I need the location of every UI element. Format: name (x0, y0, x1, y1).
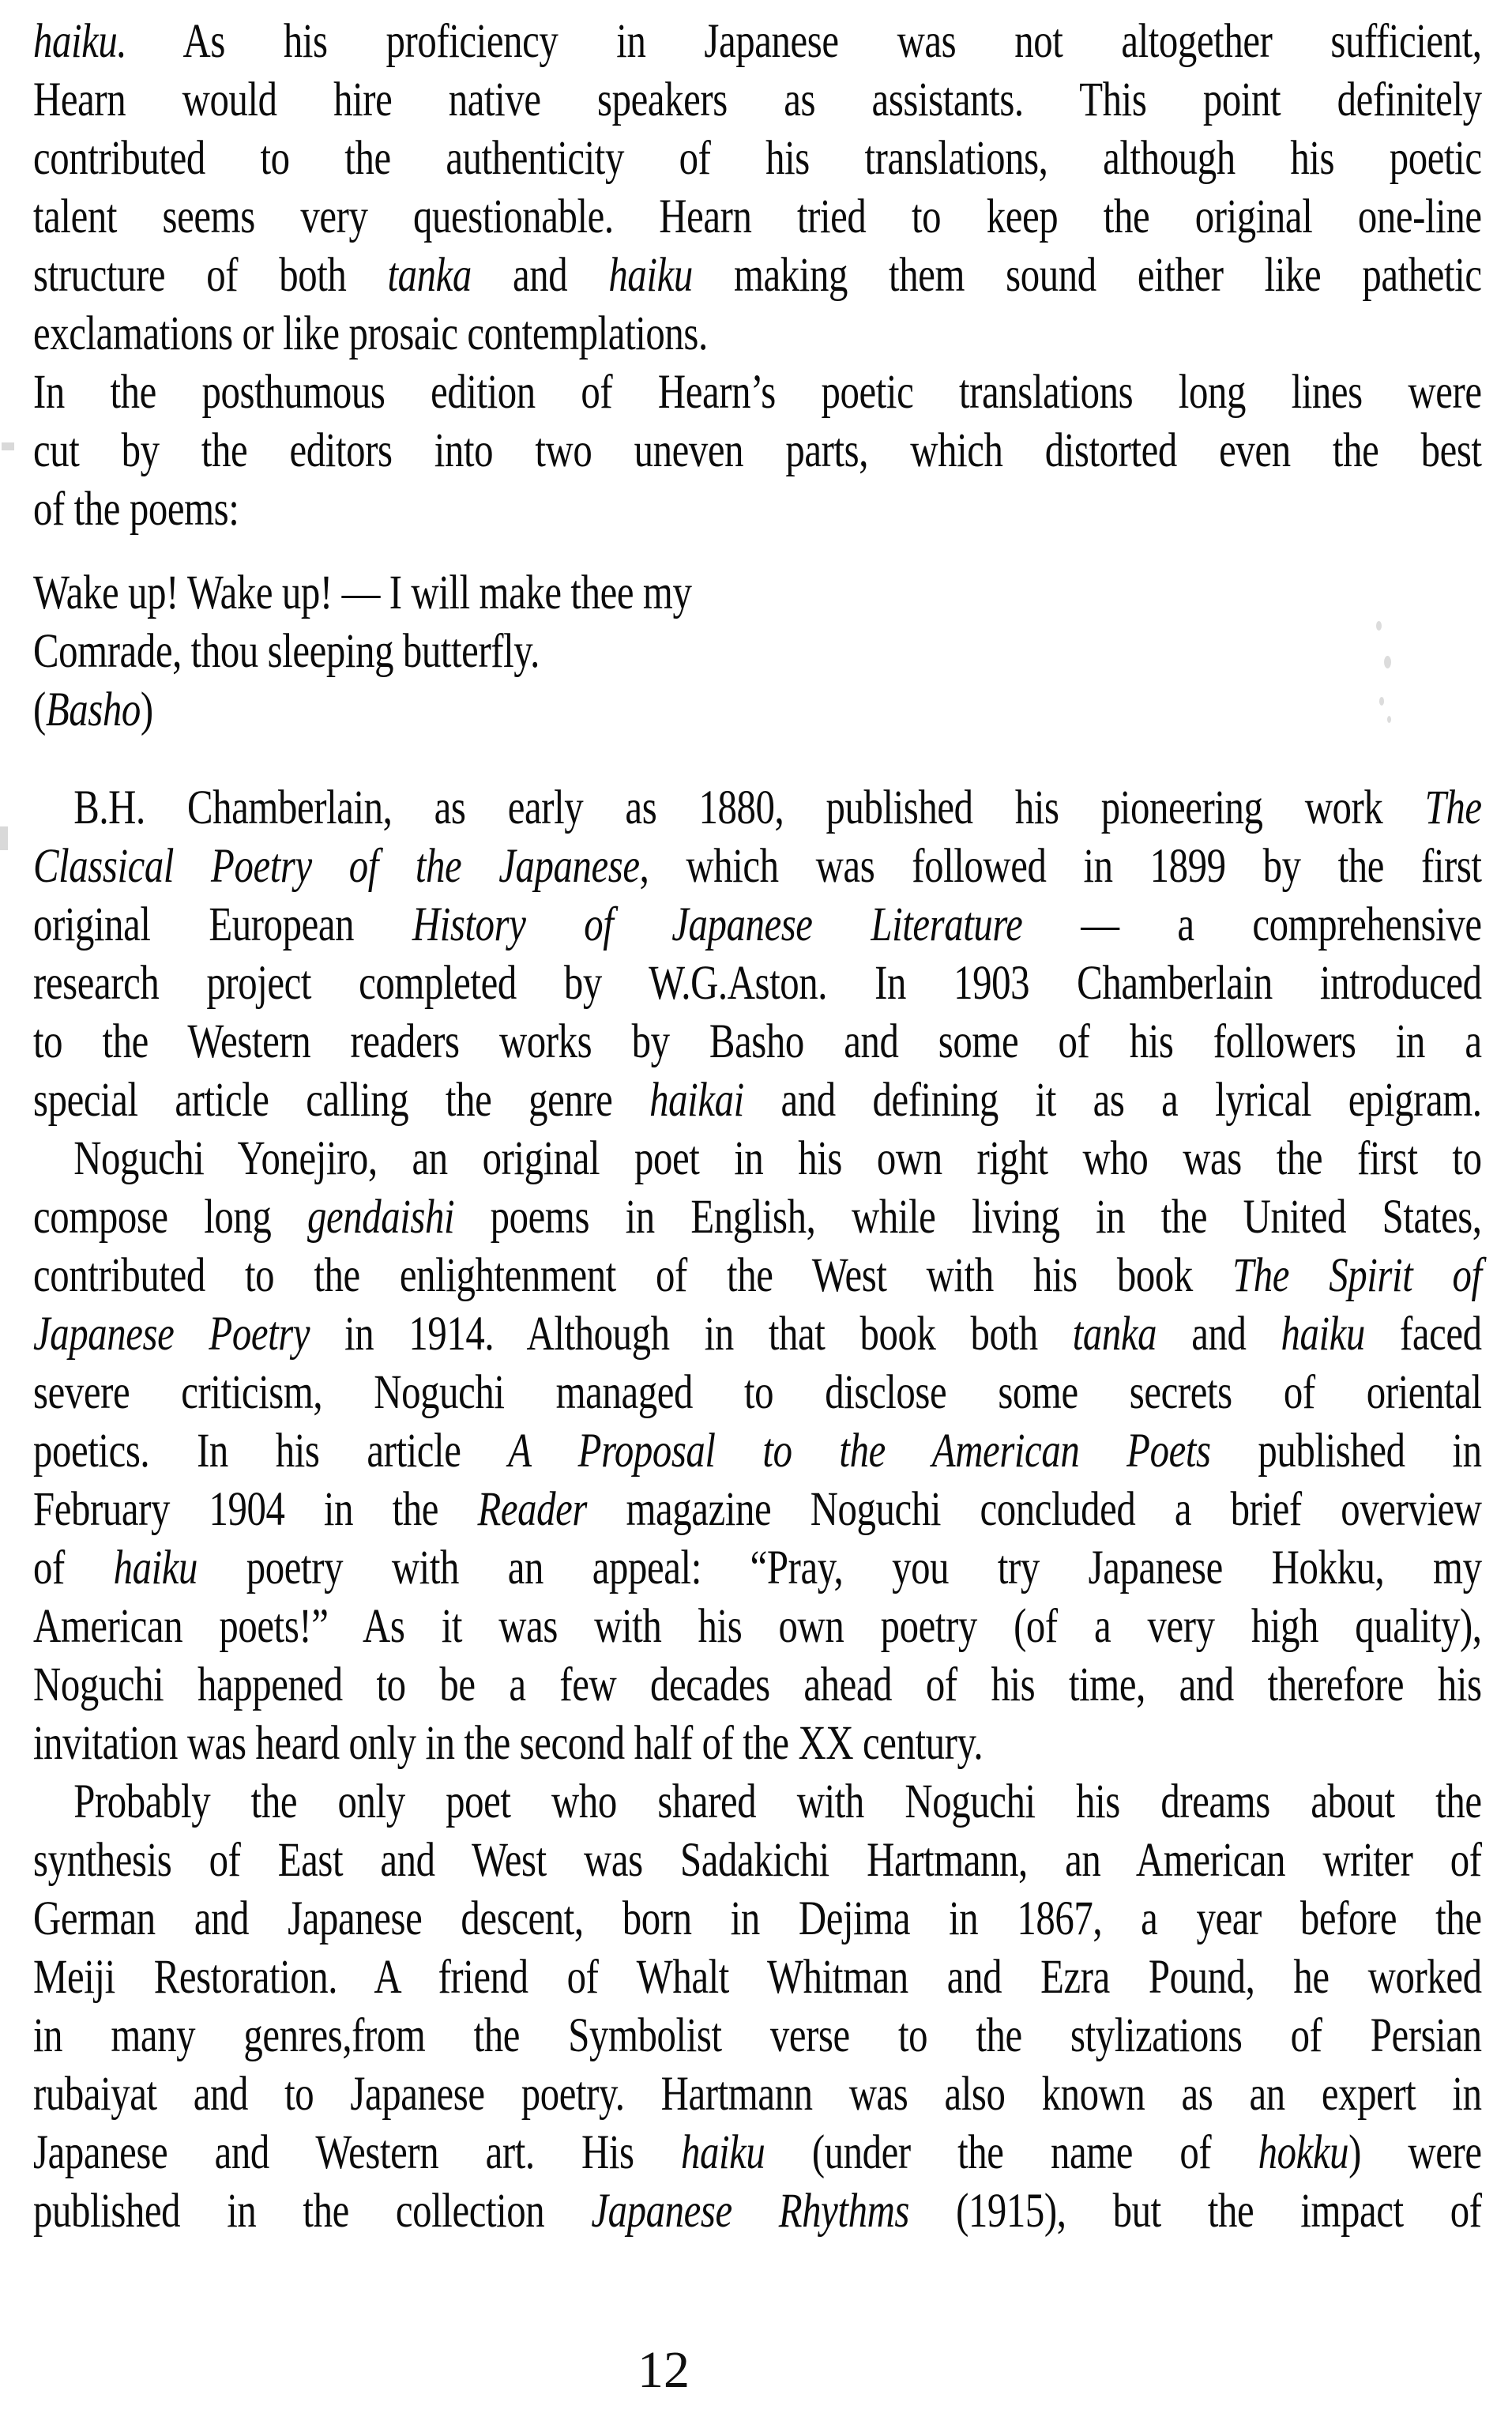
text-line (33, 1539, 1482, 1598)
italic-text: History of Japanese Literature (412, 898, 1023, 951)
text-segment: severe criticism, Noguchi managed to disclose some secrets of oriental (33, 1366, 1482, 1419)
text-segment: Comrade, thou sleeping butterfly. (33, 625, 540, 678)
text-segment: of the poems: (33, 483, 239, 536)
text-segment: (1915), but the impact of (909, 2185, 1482, 2238)
text-segment: synthesis of East and West was Sadakichi Hartmann, an American writer of (33, 1834, 1482, 1887)
text-segment: ) were (1348, 2126, 1482, 2179)
italic-text: Reader (477, 1483, 587, 1536)
text-line (33, 130, 1482, 188)
text-segment: ( (33, 683, 46, 736)
scan-artifact (2, 442, 14, 450)
text-line (33, 954, 1482, 1013)
text-line (33, 2007, 1482, 2065)
text-line (33, 838, 1482, 896)
text-line (33, 1773, 1482, 1832)
italic-text: The (1424, 781, 1482, 834)
text-line (33, 1130, 1482, 1188)
text-segment: , which was followed in 1899 by the first (639, 840, 1482, 893)
text-line (33, 623, 1482, 681)
italic-text: tanka (387, 249, 472, 302)
text-segment: Meiji Restoration. A friend of Whalt Whitman and Ezra Pound, he worked (33, 1951, 1482, 2004)
scan-artifact (0, 826, 8, 850)
text-segment: in 1914. Although in that book both (310, 1308, 1073, 1361)
italic-text: haiku (1281, 1308, 1365, 1361)
text-line (33, 71, 1482, 130)
page-number: 12 (638, 2341, 690, 2399)
italic-text: haiku. (33, 15, 127, 68)
text-segment: (under the name of (765, 2126, 1258, 2179)
text-segment: published in the collection (33, 2185, 592, 2238)
text-line (33, 13, 1482, 71)
text-segment: compose long (33, 1191, 307, 1244)
text-segment: — a comprehensive (1022, 898, 1482, 951)
text-segment: Probably the only poet who shared with Noguchi his dreams about the (73, 1775, 1482, 1828)
text-line (33, 422, 1482, 480)
text-segment: special article calling the genre (33, 1074, 650, 1127)
text-line (33, 1364, 1482, 1422)
text-segment: faced (1364, 1308, 1482, 1361)
text-line (33, 681, 1482, 740)
text-segment: poetics. In his article (33, 1425, 509, 1478)
text-segment: Hearn would hire native speakers as assistants. This point definitely (33, 73, 1482, 126)
text-segment: exclamations or like prosaic contemplations. (33, 307, 708, 360)
text-line (33, 188, 1482, 247)
text-segment: cut by the editors into two uneven parts, which distorted even the best (33, 424, 1482, 477)
text-line (33, 305, 1482, 363)
text-line (33, 2124, 1482, 2182)
text-line (33, 1598, 1482, 1656)
italic-text: A Proposal to the American Poets (508, 1425, 1211, 1478)
text-segment: ) (140, 683, 153, 736)
paragraph (33, 779, 1482, 1130)
text-line (33, 1247, 1482, 1305)
text-line (33, 2065, 1482, 2124)
text-segment: February 1904 in the (33, 1483, 478, 1536)
italic-text: hokku (1258, 2126, 1349, 2179)
text-segment: and (471, 249, 609, 302)
text-segment: research project completed by W.G.Aston. In 1903 Chamberlain introduced (33, 957, 1482, 1010)
text-segment: to the Western readers works by Basho and some of his followers in a (33, 1015, 1482, 1068)
italic-text: haiku (608, 249, 693, 302)
text-line (33, 896, 1482, 954)
text-line (33, 779, 1482, 838)
text-line (33, 1305, 1482, 1364)
text-segment: poems in English, while living in the United States, (454, 1191, 1482, 1244)
italic-text: Japanese Rhythms (591, 2185, 910, 2238)
text-line (33, 564, 1482, 623)
text-segment: magazine Noguchi concluded a brief overview (587, 1483, 1482, 1536)
text-segment: published in (1210, 1425, 1482, 1478)
text-segment: rubaiyat and to Japanese poetry. Hartmann was also known as an expert in (33, 2068, 1482, 2121)
text-line (33, 1890, 1482, 1948)
text-segment: contributed to the enlightenment of the West with his book (33, 1249, 1233, 1302)
text-segment: and defining it as a lyrical epigram. (743, 1074, 1482, 1127)
page-text (33, 13, 1482, 2241)
text-line (33, 1481, 1482, 1539)
text-line (33, 1071, 1482, 1130)
italic-text: tanka (1072, 1308, 1157, 1361)
italic-text: gendaishi (307, 1191, 455, 1244)
italic-text: Basho (45, 683, 141, 736)
italic-text: haiku (113, 1542, 198, 1594)
italic-text: Japanese Poetry (33, 1308, 310, 1361)
text-line (33, 1715, 1482, 1773)
scan-artifact (1387, 716, 1391, 723)
italic-text: haikai (649, 1074, 744, 1127)
scan-artifact (1379, 697, 1384, 706)
text-line (33, 1188, 1482, 1247)
paragraph (33, 363, 1482, 539)
text-segment: invitation was heard only in the second half of the XX century. (33, 1717, 984, 1770)
scan-artifact (1384, 656, 1391, 668)
paragraph (33, 1130, 1482, 1773)
paragraph (33, 13, 1482, 363)
scan-artifact (1376, 621, 1382, 631)
text-segment: As his proficiency in Japanese was not altogether sufficient, (126, 15, 1482, 68)
text-line (33, 1656, 1482, 1715)
text-segment: original European (33, 898, 412, 951)
poem-block (33, 564, 1482, 740)
text-segment: poetry with an appeal: “Pray, you try Japanese Hokku, my (197, 1542, 1482, 1594)
text-line (33, 1422, 1482, 1481)
text-segment: talent seems very questionable. Hearn tried to keep the original one-line (33, 190, 1482, 243)
text-segment: of (33, 1542, 114, 1594)
text-segment: making them sound either like pathetic (692, 249, 1482, 302)
text-line (33, 247, 1482, 305)
text-segment: structure of both (33, 249, 388, 302)
text-segment: in many genres,from the Symbolist verse to the stylizations of Persian (33, 2009, 1482, 2062)
text-line (33, 2182, 1482, 2241)
text-segment: B.H. Chamberlain, as early as 1880, published his pioneering work (73, 781, 1425, 834)
text-line (33, 1832, 1482, 1890)
text-line (33, 1013, 1482, 1071)
text-segment: In the posthumous edition of Hearn’s poetic translations long lines were (33, 366, 1482, 419)
text-line (33, 363, 1482, 422)
text-segment: contributed to the authenticity of his translations, although his poetic (33, 132, 1482, 185)
text-segment: American poets!” As it was with his own poetry (of a very high quality), (33, 1600, 1482, 1653)
italic-text: Classical Poetry of the Japanese (33, 840, 640, 893)
text-line (33, 480, 1482, 539)
text-segment: Noguchi happened to be a few decades ahead of his time, and therefore his (33, 1658, 1482, 1711)
text-segment: Wake up! Wake up! — I will make thee my (33, 567, 692, 619)
italic-text: haiku (681, 2126, 765, 2179)
italic-text: The Spirit of (1232, 1249, 1482, 1302)
text-segment: and (1157, 1308, 1281, 1361)
text-segment: German and Japanese descent, born in Dejima in 1867, a year before the (33, 1892, 1482, 1945)
text-line (33, 1948, 1482, 2007)
text-segment: Japanese and Western art. His (33, 2126, 682, 2179)
paragraph (33, 1773, 1482, 2241)
text-segment: Noguchi Yonejiro, an original poet in his own right who was the first to (73, 1132, 1482, 1185)
